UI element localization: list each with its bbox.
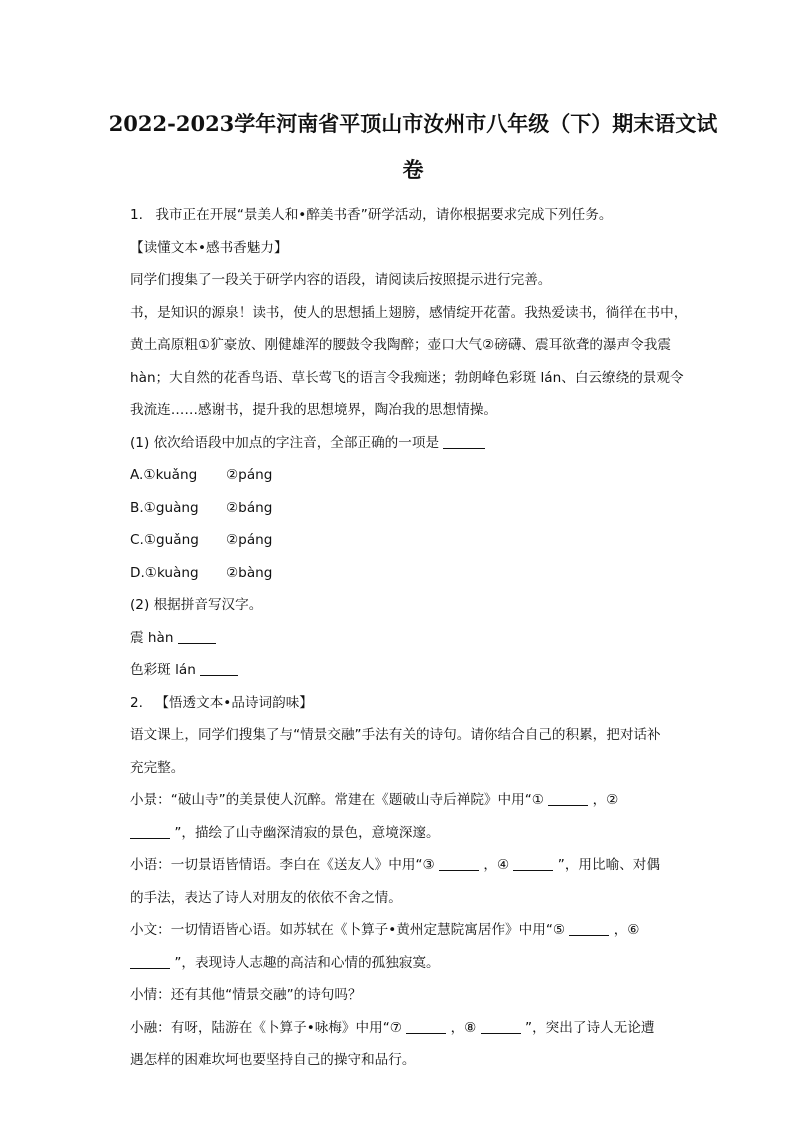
q2-dialogue-xiaorong-cont: 遇怎样的困难坎坷也要坚持自己的操守和品行。 [130, 1052, 416, 1068]
blank-7[interactable] [406, 1019, 446, 1034]
dialogue-text: ”，描绘了山寺幽深清寂的景色，意境深邃。 [174, 824, 440, 841]
dialogue-text: ”，用比喻、对偶 [557, 857, 660, 873]
q1-sub1 [130, 427, 702, 460]
q1-passage-line-1: 书，是知识的源泉！读书，使人的思想插上翅膀，感情绽开花蕾。我热爱读书，徜徉在书中， [130, 304, 688, 321]
q2-dialogue-xiaorong [130, 1012, 702, 1045]
q2-dialogue-xiaowen [130, 914, 702, 947]
dialogue-text: 小文：一切情语皆心语。如苏轼在《卜算子•黄州定慧院寓居作》中用“⑤ [130, 922, 566, 938]
q1-passage-line-4: 我流连……感谢书，提升我的思想境界，陶冶我的思想情操。 [130, 402, 498, 418]
option-pinyin-2: ②báng [226, 499, 273, 516]
q2-dialogue-xiaoyu-cont: 的手法，表达了诗人对朋友的依依不舍之情。 [130, 889, 402, 906]
title-line-2: 卷 [402, 157, 424, 182]
option-pinyin-2: ②bàng [226, 564, 273, 581]
blank-6[interactable] [130, 954, 170, 969]
blank-3[interactable] [439, 856, 479, 871]
option-pinyin-1: C.①guǎng [130, 532, 199, 548]
dialogue-text: ”，突出了诗人无论遭 [525, 1019, 655, 1036]
q2-heading [130, 687, 702, 720]
q1-fill-2-blank[interactable] [200, 661, 238, 676]
q1-passage-line-2: 黄土高原粗①犷豪放、刚健雄浑的腰鼓令我陶醉；壶口大气②磅礴、震耳欲聋的瀑声令我震 [130, 337, 671, 353]
blank-2[interactable] [130, 824, 170, 839]
dialogue-text: ，② [592, 792, 619, 808]
q2-number: 2. [130, 694, 143, 711]
q1-passage-line-3: hàn；大自然的花香鸟语、草长莺飞的语言令我痴迷；勃朗峰色彩斑 lán、白云缭绕的景观令 [130, 369, 684, 386]
q1-option-c[interactable] [130, 524, 702, 557]
q2-dialogue-xiaojing-cont [130, 817, 702, 850]
blank-5[interactable] [569, 921, 609, 936]
q1-option-b[interactable] [130, 492, 702, 525]
q1-fill-2-label: 色彩斑 lán [130, 662, 196, 678]
q2-intro-line-1: 语文课上，同学们搜集了与“情景交融”手法有关的诗句。请你结合自己的积累，把对话补 [130, 727, 661, 743]
q1-fill-1-label: 震 hàn [130, 629, 174, 646]
exam-title [102, 0, 724, 193]
q1-prompt-text: 我市正在开展“景美人和•醉美书香”研学活动，请你根据要求完成下列任务。 [155, 207, 613, 223]
blank-4[interactable] [513, 856, 553, 871]
option-pinyin-2: ②páng [226, 532, 273, 548]
option-pinyin-1: A.①kuǎng [130, 467, 198, 483]
dialogue-text: 小融：有呀，陆游在《卜算子•咏梅》中用“⑦ [130, 1019, 402, 1036]
q1-sub1-text: (1) 依次给语段中加点的字注音，全部正确的一项是 [130, 434, 440, 451]
title-line-1: 2022-2023学年河南省平顶山市汝州市八年级（下）期末语文试 [108, 111, 718, 136]
blank-1[interactable] [548, 791, 588, 806]
q1-fill-1 [130, 622, 702, 655]
q1-sub1-answer-blank[interactable] [443, 434, 485, 449]
dialogue-text: ，⑥ [613, 922, 640, 938]
q1-fill-2 [130, 654, 702, 687]
q2-dialogue-xiaoyu [130, 849, 702, 882]
q2-dialogue-xiaowen-cont [130, 947, 702, 980]
q1-number: 1. [130, 207, 143, 223]
q1-option-d[interactable] [130, 557, 702, 590]
blank-8[interactable] [481, 1019, 521, 1034]
q1-fill-1-blank[interactable] [178, 629, 216, 644]
q1-sub2: (2) 根据拼音写汉字。 [130, 597, 263, 613]
q1-option-a[interactable] [130, 459, 702, 492]
q2-section-heading: 【悟透文本•品诗词韵味】 [155, 694, 313, 711]
exam-body [130, 199, 702, 1077]
q1-intro: 同学们搜集了一段关于研学内容的语段，请阅读后按照提示进行完善。 [130, 272, 552, 288]
dialogue-text: ，④ [483, 857, 510, 873]
option-pinyin-1: B.①guàng [130, 499, 199, 516]
q1-section-heading: 【读懂文本•感书香魅力】 [130, 239, 288, 256]
option-pinyin-1: D.①kuàng [130, 564, 199, 581]
dialogue-text: ，⑧ [450, 1019, 477, 1036]
dialogue-text: 小景：“破山寺”的美景使人沉醉。常建在《题破山寺后禅院》中用“① [130, 792, 544, 808]
q1-prompt [130, 199, 702, 232]
q2-dialogue-xiaoqing: 小情：还有其他“情景交融”的诗句吗？ [130, 987, 362, 1003]
dialogue-text: 小语：一切景语皆情语。李白在《送友人》中用“③ [130, 857, 435, 873]
q2-dialogue-xiaojing [130, 784, 702, 817]
option-pinyin-2: ②páng [226, 467, 273, 483]
q2-intro-line-2: 充完整。 [130, 759, 185, 776]
dialogue-text: ”，表现诗人志趣的高洁和心情的孤独寂寞。 [174, 954, 440, 971]
